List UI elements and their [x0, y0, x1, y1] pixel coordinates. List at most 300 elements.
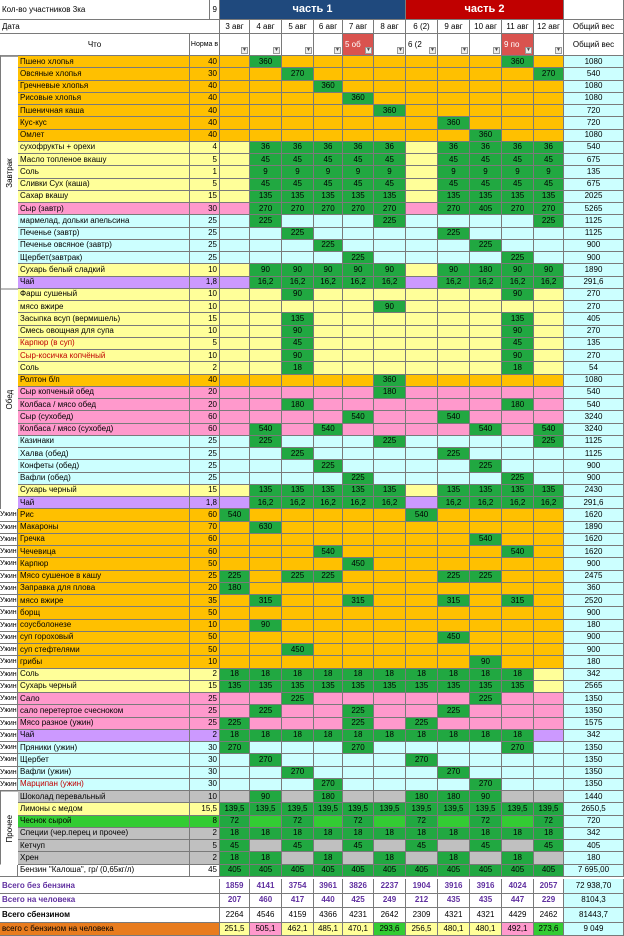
day-value[interactable] — [374, 81, 406, 93]
day-value[interactable] — [374, 473, 406, 485]
item-norm[interactable]: 60 — [190, 411, 220, 423]
day-value[interactable] — [406, 166, 438, 178]
day-value[interactable] — [343, 105, 374, 117]
day-value[interactable] — [438, 693, 470, 705]
day-value[interactable] — [220, 166, 250, 178]
day-value[interactable]: 405 — [282, 865, 314, 877]
day-value[interactable]: 9 — [314, 166, 343, 178]
day-value[interactable]: 405 — [406, 865, 438, 877]
filter-dropdown-icon[interactable]: ▼ — [398, 47, 403, 53]
day-value[interactable]: 225 — [502, 473, 534, 485]
day-value[interactable] — [343, 289, 374, 301]
day-value[interactable]: 18 — [282, 362, 314, 374]
day-value[interactable] — [220, 277, 250, 289]
day-value[interactable] — [438, 779, 470, 791]
day-value[interactable] — [314, 289, 343, 301]
day-value[interactable] — [250, 693, 282, 705]
day-value[interactable]: 180 — [314, 791, 343, 803]
day-value[interactable] — [502, 816, 534, 828]
day-value[interactable]: 225 — [438, 228, 470, 240]
day-value[interactable]: 45 — [502, 338, 534, 350]
day-value[interactable] — [220, 191, 250, 203]
day-value[interactable] — [250, 644, 282, 656]
day-value[interactable]: 225 — [314, 460, 343, 472]
filter-dropdown-icon[interactable]: ▼ — [556, 47, 561, 53]
day-value[interactable]: 18 — [470, 828, 502, 840]
day-value[interactable]: 90 — [250, 791, 282, 803]
day-value[interactable] — [343, 240, 374, 252]
item-norm[interactable]: 25 — [190, 215, 220, 227]
day-value[interactable] — [374, 448, 406, 460]
day-value[interactable]: 18 — [314, 828, 343, 840]
day-value[interactable] — [374, 595, 406, 607]
day-value[interactable]: 135 — [374, 681, 406, 693]
day-value[interactable] — [438, 130, 470, 142]
day-value[interactable] — [502, 460, 534, 472]
item-norm[interactable]: 2 — [190, 362, 220, 374]
day-value[interactable] — [438, 656, 470, 668]
day-value[interactable] — [438, 718, 470, 730]
day-value[interactable] — [220, 154, 250, 166]
day-value[interactable] — [343, 350, 374, 362]
day-value[interactable] — [282, 558, 314, 570]
day-value[interactable] — [534, 754, 564, 766]
day-value[interactable]: 540 — [470, 534, 502, 546]
day-value[interactable]: 405 — [502, 865, 534, 877]
day-value[interactable]: 18 — [343, 730, 374, 742]
day-value[interactable] — [534, 522, 564, 534]
item-norm[interactable]: 2 — [190, 669, 220, 681]
day-value[interactable]: 18 — [220, 669, 250, 681]
day-value[interactable] — [343, 56, 374, 68]
day-value[interactable]: 135 — [534, 485, 564, 497]
filter-dropdown-icon[interactable]: ▼ — [462, 47, 467, 53]
day-value[interactable] — [406, 375, 438, 387]
day-value[interactable] — [314, 558, 343, 570]
day-value[interactable] — [406, 852, 438, 864]
day-value[interactable] — [250, 411, 282, 423]
day-value[interactable] — [343, 436, 374, 448]
filter-dropdown-icon[interactable]: ▼ — [242, 47, 247, 53]
day-value[interactable] — [282, 424, 314, 436]
day-value[interactable]: 90 — [438, 264, 470, 276]
day-value[interactable] — [502, 656, 534, 668]
day-value[interactable] — [438, 840, 470, 852]
day-value[interactable] — [314, 718, 343, 730]
day-value[interactable] — [374, 546, 406, 558]
day-value[interactable]: 225 — [534, 215, 564, 227]
day-value[interactable]: 36 — [470, 142, 502, 154]
day-value[interactable] — [502, 632, 534, 644]
day-value[interactable] — [282, 754, 314, 766]
day-value[interactable] — [534, 656, 564, 668]
day-value[interactable] — [438, 289, 470, 301]
day-value[interactable] — [502, 779, 534, 791]
day-value[interactable]: 270 — [282, 767, 314, 779]
day-value[interactable]: 9 — [343, 166, 374, 178]
day-value[interactable] — [282, 632, 314, 644]
day-value[interactable] — [374, 754, 406, 766]
day-value[interactable] — [406, 546, 438, 558]
item-norm[interactable]: 15 — [190, 191, 220, 203]
day-value[interactable] — [343, 313, 374, 325]
day-value[interactable] — [343, 754, 374, 766]
day-value[interactable] — [534, 338, 564, 350]
day-value[interactable] — [502, 436, 534, 448]
day-value[interactable] — [314, 399, 343, 411]
day-value[interactable] — [314, 252, 343, 264]
day-value[interactable] — [282, 411, 314, 423]
day-value[interactable] — [406, 277, 438, 289]
participants-value[interactable]: 9 — [210, 0, 220, 20]
day-value[interactable]: 135 — [470, 485, 502, 497]
day-value[interactable]: 135 — [374, 191, 406, 203]
day-value[interactable] — [534, 81, 564, 93]
day-value[interactable]: 270 — [502, 742, 534, 754]
day-value[interactable] — [374, 656, 406, 668]
day-value[interactable]: 135 — [250, 485, 282, 497]
day-value[interactable]: 270 — [282, 68, 314, 80]
day-value[interactable]: 18 — [282, 730, 314, 742]
item-norm[interactable]: 5 — [190, 840, 220, 852]
day-value[interactable] — [470, 742, 502, 754]
item-norm[interactable]: 2 — [190, 852, 220, 864]
item-norm[interactable]: 25 — [190, 473, 220, 485]
day-value[interactable]: 135 — [343, 485, 374, 497]
item-norm[interactable]: 45 — [190, 865, 220, 877]
day-value[interactable] — [406, 436, 438, 448]
day-value[interactable] — [470, 583, 502, 595]
day-value[interactable] — [534, 313, 564, 325]
day-value[interactable] — [282, 436, 314, 448]
day-value[interactable] — [282, 509, 314, 521]
day-value[interactable]: 18 — [502, 852, 534, 864]
day-value[interactable]: 139,5 — [343, 803, 374, 815]
item-norm[interactable]: 60 — [190, 546, 220, 558]
day-value[interactable] — [534, 620, 564, 632]
day-value[interactable]: 225 — [438, 448, 470, 460]
day-value[interactable] — [406, 252, 438, 264]
day-value[interactable]: 45 — [343, 154, 374, 166]
day-value[interactable] — [502, 607, 534, 619]
day-value[interactable] — [282, 215, 314, 227]
day-value[interactable] — [534, 534, 564, 546]
filter-dropdown-icon[interactable]: ▼ — [366, 47, 371, 53]
day-value[interactable] — [250, 583, 282, 595]
day-value[interactable]: 135 — [470, 681, 502, 693]
day-value[interactable] — [406, 460, 438, 472]
day-value[interactable]: 18 — [406, 828, 438, 840]
day-value[interactable]: 45 — [534, 840, 564, 852]
day-value[interactable] — [314, 816, 343, 828]
day-value[interactable]: 16,2 — [534, 497, 564, 509]
day-value[interactable] — [374, 350, 406, 362]
day-value[interactable] — [438, 607, 470, 619]
day-value[interactable]: 45 — [250, 179, 282, 191]
filter-dropdown-icon[interactable]: ▼ — [494, 47, 499, 53]
day-value[interactable] — [220, 473, 250, 485]
day-value[interactable] — [406, 485, 438, 497]
day-value[interactable] — [343, 509, 374, 521]
day-value[interactable]: 36 — [534, 142, 564, 154]
day-value[interactable] — [314, 522, 343, 534]
day-value[interactable]: 450 — [438, 632, 470, 644]
item-norm[interactable]: 40 — [190, 375, 220, 387]
day-value[interactable]: 16,2 — [534, 277, 564, 289]
day-value[interactable]: 9 — [534, 166, 564, 178]
day-value[interactable] — [470, 620, 502, 632]
day-value[interactable]: 135 — [343, 191, 374, 203]
day-value[interactable] — [282, 301, 314, 313]
day-value[interactable] — [502, 620, 534, 632]
day-value[interactable]: 360 — [250, 56, 282, 68]
item-norm[interactable]: 30 — [190, 68, 220, 80]
day-value[interactable] — [534, 350, 564, 362]
filter-9[interactable]: 9 по — [502, 34, 534, 56]
day-value[interactable] — [470, 350, 502, 362]
day-value[interactable]: 90 — [282, 289, 314, 301]
day-value[interactable] — [438, 215, 470, 227]
day-value[interactable] — [502, 375, 534, 387]
day-value[interactable] — [343, 68, 374, 80]
day-value[interactable] — [250, 326, 282, 338]
item-norm[interactable]: 10 — [190, 350, 220, 362]
day-value[interactable]: 225 — [343, 473, 374, 485]
day-value[interactable] — [343, 424, 374, 436]
day-value[interactable]: 45 — [406, 840, 438, 852]
day-value[interactable]: 45 — [502, 179, 534, 191]
day-value[interactable]: 18 — [502, 730, 534, 742]
day-value[interactable] — [502, 840, 534, 852]
day-value[interactable] — [470, 289, 502, 301]
day-value[interactable] — [343, 228, 374, 240]
day-value[interactable] — [282, 375, 314, 387]
day-value[interactable] — [534, 730, 564, 742]
day-value[interactable] — [343, 607, 374, 619]
day-value[interactable] — [220, 460, 250, 472]
day-value[interactable]: 270 — [438, 767, 470, 779]
day-value[interactable] — [406, 338, 438, 350]
day-value[interactable]: 540 — [343, 411, 374, 423]
day-value[interactable] — [314, 56, 343, 68]
day-value[interactable]: 18 — [374, 852, 406, 864]
day-value[interactable]: 18 — [282, 669, 314, 681]
day-value[interactable] — [502, 424, 534, 436]
day-value[interactable]: 360 — [374, 375, 406, 387]
day-value[interactable] — [314, 93, 343, 105]
day-value[interactable]: 225 — [374, 215, 406, 227]
item-norm[interactable]: 10 — [190, 326, 220, 338]
day-value[interactable]: 45 — [250, 154, 282, 166]
day-value[interactable]: 135 — [314, 681, 343, 693]
day-value[interactable] — [374, 816, 406, 828]
day-value[interactable] — [314, 350, 343, 362]
day-value[interactable] — [502, 240, 534, 252]
day-value[interactable]: 135 — [314, 485, 343, 497]
day-value[interactable]: 36 — [502, 142, 534, 154]
day-value[interactable] — [282, 583, 314, 595]
day-value[interactable] — [220, 68, 250, 80]
day-value[interactable]: 135 — [282, 485, 314, 497]
day-value[interactable] — [470, 93, 502, 105]
day-value[interactable] — [343, 571, 374, 583]
day-value[interactable] — [406, 632, 438, 644]
day-value[interactable] — [470, 105, 502, 117]
day-value[interactable] — [406, 301, 438, 313]
day-value[interactable] — [406, 130, 438, 142]
day-value[interactable] — [282, 522, 314, 534]
day-value[interactable] — [220, 693, 250, 705]
day-value[interactable]: 45 — [282, 154, 314, 166]
filter-dropdown-icon[interactable]: ▼ — [274, 47, 279, 53]
day-value[interactable] — [220, 105, 250, 117]
day-value[interactable] — [250, 509, 282, 521]
day-value[interactable] — [438, 522, 470, 534]
day-value[interactable] — [438, 473, 470, 485]
day-value[interactable]: 180 — [282, 399, 314, 411]
day-value[interactable] — [438, 68, 470, 80]
day-value[interactable]: 139,5 — [220, 803, 250, 815]
day-value[interactable] — [220, 56, 250, 68]
day-value[interactable] — [502, 522, 534, 534]
day-value[interactable] — [282, 546, 314, 558]
day-value[interactable] — [438, 375, 470, 387]
item-norm[interactable]: 15 — [190, 681, 220, 693]
day-value[interactable] — [220, 375, 250, 387]
day-value[interactable] — [314, 632, 343, 644]
day-value[interactable]: 45 — [220, 840, 250, 852]
day-value[interactable] — [534, 93, 564, 105]
day-value[interactable]: 9 — [250, 166, 282, 178]
day-value[interactable] — [220, 705, 250, 717]
day-value[interactable]: 405 — [250, 865, 282, 877]
day-value[interactable]: 18 — [250, 669, 282, 681]
day-value[interactable] — [534, 289, 564, 301]
day-value[interactable] — [534, 644, 564, 656]
day-value[interactable] — [374, 840, 406, 852]
day-value[interactable] — [502, 509, 534, 521]
item-norm[interactable]: 60 — [190, 534, 220, 546]
day-value[interactable] — [374, 68, 406, 80]
filter-dropdown-icon[interactable]: ▼ — [335, 47, 340, 53]
day-value[interactable] — [374, 779, 406, 791]
day-value[interactable] — [534, 301, 564, 313]
day-value[interactable]: 45 — [470, 154, 502, 166]
day-value[interactable] — [406, 179, 438, 191]
day-value[interactable] — [250, 460, 282, 472]
day-value[interactable] — [250, 228, 282, 240]
day-value[interactable]: 45 — [314, 179, 343, 191]
day-value[interactable] — [282, 779, 314, 791]
day-value[interactable] — [534, 546, 564, 558]
day-value[interactable] — [374, 326, 406, 338]
day-value[interactable] — [406, 742, 438, 754]
day-value[interactable] — [220, 142, 250, 154]
day-value[interactable] — [314, 705, 343, 717]
item-norm[interactable]: 1,8 — [190, 277, 220, 289]
day-value[interactable] — [438, 583, 470, 595]
day-value[interactable] — [220, 485, 250, 497]
item-norm[interactable]: 40 — [190, 105, 220, 117]
day-value[interactable] — [343, 460, 374, 472]
day-value[interactable]: 18 — [438, 669, 470, 681]
day-value[interactable] — [343, 534, 374, 546]
day-value[interactable] — [438, 93, 470, 105]
item-norm[interactable]: 30 — [190, 742, 220, 754]
day-value[interactable] — [438, 424, 470, 436]
day-value[interactable]: 72 — [343, 816, 374, 828]
day-value[interactable] — [374, 289, 406, 301]
day-value[interactable] — [314, 130, 343, 142]
day-value[interactable] — [438, 816, 470, 828]
day-value[interactable] — [282, 93, 314, 105]
day-value[interactable] — [220, 215, 250, 227]
day-value[interactable] — [406, 154, 438, 166]
day-value[interactable] — [534, 583, 564, 595]
day-value[interactable] — [220, 595, 250, 607]
day-value[interactable]: 90 — [282, 350, 314, 362]
day-value[interactable]: 135 — [502, 485, 534, 497]
item-norm[interactable]: 8 — [190, 816, 220, 828]
item-norm[interactable]: 40 — [190, 130, 220, 142]
day-value[interactable] — [374, 705, 406, 717]
day-value[interactable] — [406, 779, 438, 791]
day-value[interactable] — [282, 252, 314, 264]
day-value[interactable] — [314, 509, 343, 521]
day-value[interactable]: 45 — [470, 840, 502, 852]
day-value[interactable] — [406, 424, 438, 436]
day-value[interactable]: 315 — [343, 595, 374, 607]
day-value[interactable]: 405 — [470, 865, 502, 877]
day-value[interactable] — [220, 497, 250, 509]
day-value[interactable]: 270 — [534, 203, 564, 215]
day-value[interactable] — [220, 387, 250, 399]
day-value[interactable]: 18 — [374, 669, 406, 681]
day-value[interactable]: 270 — [282, 203, 314, 215]
day-value[interactable]: 540 — [534, 424, 564, 436]
day-value[interactable]: 9 — [502, 166, 534, 178]
day-value[interactable] — [314, 620, 343, 632]
day-value[interactable] — [343, 448, 374, 460]
day-value[interactable] — [502, 534, 534, 546]
day-value[interactable]: 45 — [282, 338, 314, 350]
day-value[interactable]: 139,5 — [438, 803, 470, 815]
day-value[interactable]: 45 — [374, 179, 406, 191]
day-value[interactable] — [314, 595, 343, 607]
day-value[interactable] — [250, 534, 282, 546]
day-value[interactable]: 180 — [470, 264, 502, 276]
day-value[interactable]: 360 — [470, 130, 502, 142]
day-value[interactable] — [374, 693, 406, 705]
day-value[interactable] — [282, 534, 314, 546]
day-value[interactable] — [250, 105, 282, 117]
day-value[interactable]: 135 — [438, 681, 470, 693]
item-norm[interactable]: 25 — [190, 705, 220, 717]
day-value[interactable] — [250, 632, 282, 644]
day-value[interactable]: 135 — [534, 191, 564, 203]
day-value[interactable] — [314, 754, 343, 766]
day-value[interactable]: 18 — [282, 828, 314, 840]
day-value[interactable]: 225 — [250, 436, 282, 448]
day-value[interactable]: 139,5 — [374, 803, 406, 815]
day-value[interactable] — [343, 326, 374, 338]
day-value[interactable] — [438, 460, 470, 472]
day-value[interactable]: 225 — [343, 252, 374, 264]
day-value[interactable]: 270 — [314, 203, 343, 215]
day-value[interactable]: 225 — [250, 215, 282, 227]
day-value[interactable]: 315 — [438, 595, 470, 607]
item-norm[interactable]: 30 — [190, 779, 220, 791]
